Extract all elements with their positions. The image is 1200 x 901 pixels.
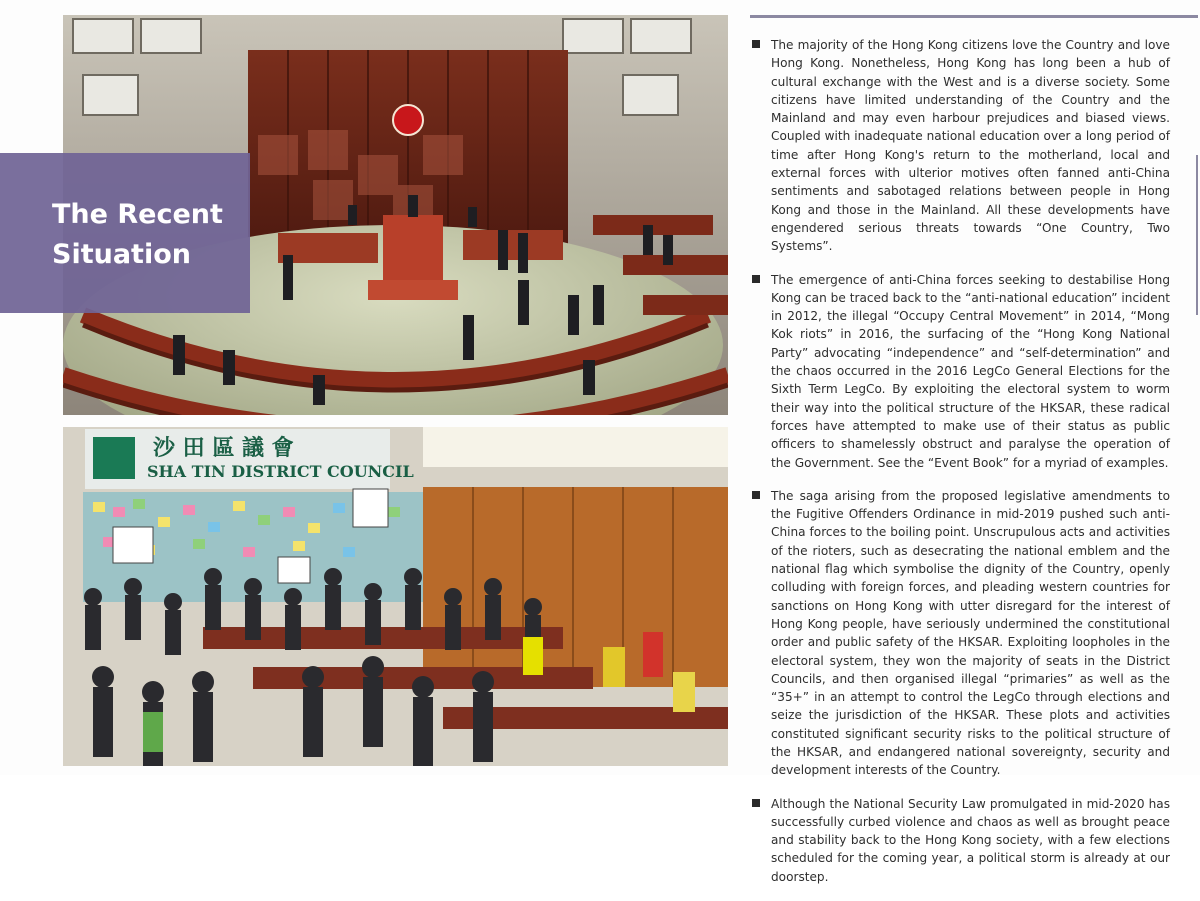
bullet-item (752, 487, 1170, 780)
bullet-list (752, 36, 1170, 901)
bullet-item (752, 36, 1170, 256)
bullet-item (752, 271, 1170, 472)
title-box (0, 153, 250, 313)
section-title-line-1: The Recent (52, 199, 223, 230)
district-council-protest-photo (63, 427, 728, 766)
column-top-rule (750, 15, 1198, 18)
bullet-text: Although the National Security Law promulgated in mid-2020 has successfully curbed violence and chaos as well as brought peace and stability back to the Hong Kong society, with a few elections scheduled for the coming year, a political storm is already at our doorstep. (771, 796, 1170, 884)
square-bullet-icon (752, 40, 760, 48)
signage-chinese: 沙 田 區 議 會 (153, 436, 294, 461)
bullet-item (752, 795, 1170, 886)
square-bullet-icon (752, 491, 760, 499)
section-title (52, 195, 247, 275)
square-bullet-icon (752, 799, 760, 807)
signage-english: SHA TIN DISTRICT COUNCIL (147, 462, 414, 481)
square-bullet-icon (752, 275, 760, 283)
page-edge-marker (1196, 155, 1198, 315)
bullet-text: The saga arising from the proposed legislative amendments to the Fugitive Offenders Ordinance in mid-2019 pushed such anti-China forces to the boiling point. Unscrupulous acts and activities of the rioters, such as desecrating the national emblem and the national flag which symbolise the dignity of the Country, openly colluding with foreign forces, and pleading western countries for sanctions on Hong Kong with utter disregard for the interest of Hong Kong people, have seriously undermined the constitutional order and public safety of the HKSAR. Exploiting loopholes in the electoral system, they won the majority of seats in the District Councils, and then organised illegal “primaries” as well as the “35+” in an attempt to control the LegCo through elections and seize the jurisdiction of the HKSAR. These plots and activities constituted significant security risks to the political structure of the HKSAR, and endangered national sovereignty, security and development interests of the Country. (771, 488, 1170, 778)
bullet-text: The emergence of anti-China forces seeking to destabilise Hong Kong can be traced back to the “anti-national education” incident in 2012, the illegal “Occupy Central Movement” in 2014, “Mong Kok riots” in 2016, the surfacing of the “Hong Kong National Party” advocating “independence” and “self-determination” and the chaos occurred in the 2016 LegCo General Elections for the Sixth Term LegCo. By exploiting the electoral system to worm their way into the political structure of the HKSAR, these radical forces have attempted to make use of their status as public officers to shamelessly obstruct and paralyse the operation of the Government. See the “Event Book” for a myriad of examples. (771, 272, 1170, 470)
bullet-text: The majority of the Hong Kong citizens love the Country and love Hong Kong. Nonetheless, Hong Kong has long been a hub of cultural exchange with the West and is a diverse society. Some citizens have limited understanding of the Country and the Mainland and may even harbour prejudices and biased views. Coupled with inadequate national education over a long period of time after Hong Kong's return to the motherland, local and external forces with ulterior motives often fanned anti-China sentiments and sabotaged relations between people in Hong Kong and those in the Mainland. All these developments have engendered serious threats towards “One Country, Two Systems”. (771, 38, 1170, 254)
section-title-line-2: Situation (52, 239, 191, 270)
